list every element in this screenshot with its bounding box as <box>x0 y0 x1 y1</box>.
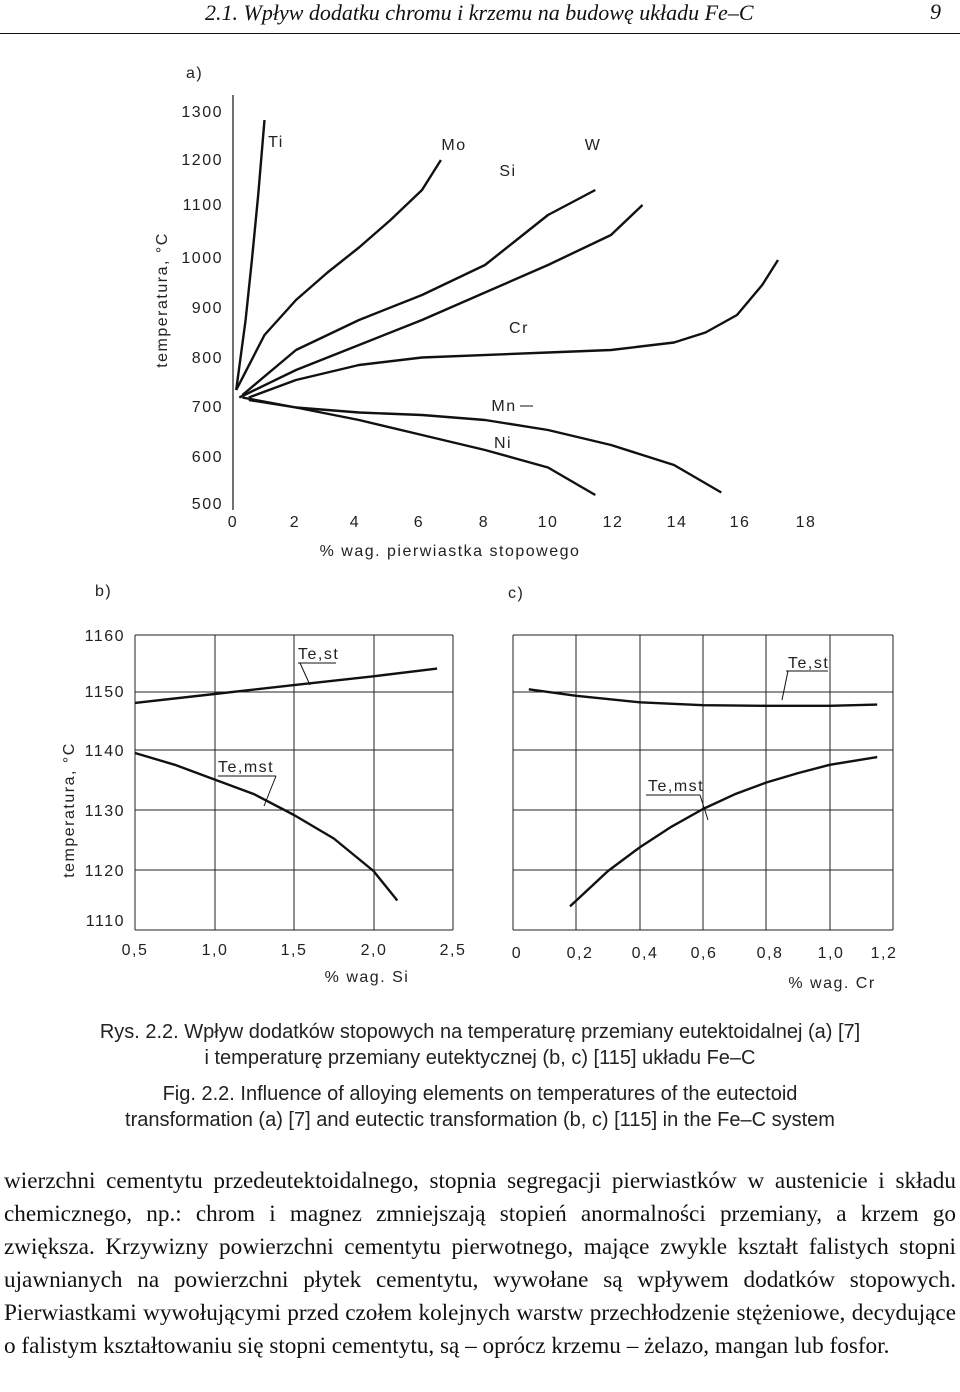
y-tick-label: 1110 <box>85 913 125 930</box>
panel-a-label: a) <box>186 65 204 82</box>
y-tick-label: 800 <box>191 350 223 367</box>
series-line-ni <box>249 400 722 493</box>
y-tick-label: 600 <box>191 449 223 466</box>
panel-a-chart <box>154 65 816 560</box>
caption-pl-line-1: Rys. 2.2. Wpływ dodatków stopowych na temperaturę przemiany eutektoidalnej (a) [7] <box>99 1021 861 1043</box>
panel-c-label-te-st: Te,st <box>788 655 830 672</box>
series-line-w <box>239 205 642 398</box>
figure-caption-polish <box>0 1019 960 1071</box>
x-tick-label: 1,0 <box>201 942 229 959</box>
series-label-w: W <box>584 137 602 154</box>
x-tick-label: 14 <box>666 514 688 531</box>
y-tick-label: 700 <box>191 399 223 416</box>
series-line-mn <box>242 398 595 496</box>
panel-b-xlabel: % wag. Si <box>324 969 410 986</box>
y-tick-label: 1100 <box>182 197 223 214</box>
series-label-ti: Ti <box>268 134 284 151</box>
caption-pl-line-2: i temperaturę przemiany eutektycznej (b, c) [115] układu Fe–C <box>204 1047 756 1069</box>
panel-b-label-te-mst: Te,mst <box>218 759 275 776</box>
y-tick-label: 1150 <box>84 684 125 701</box>
x-tick-label: 0 <box>511 945 523 962</box>
caption-en-line-1: Fig. 2.2. Influence of alloying elements on temperatures of the eutectoid <box>162 1083 798 1105</box>
x-tick-label: 12 <box>602 514 624 531</box>
y-tick-label: 1160 <box>84 628 125 645</box>
panel-b-label-te-st: Te,st <box>298 646 340 663</box>
panel-c-chart <box>508 585 897 992</box>
panel-b-ylabel: temperatura, °C <box>61 742 78 878</box>
y-tick-label: 1300 <box>181 104 223 121</box>
series-label-mo: Mo <box>441 137 467 154</box>
y-tick-label: 1120 <box>84 863 125 880</box>
x-tick-label: 0 <box>227 514 239 531</box>
x-tick-label: 6 <box>413 514 425 531</box>
x-tick-label: 18 <box>795 514 817 531</box>
x-tick-label: 0,6 <box>690 945 718 962</box>
panel-b-label: b) <box>95 583 113 600</box>
x-tick-label: 0,2 <box>566 945 594 962</box>
panel-c-label: c) <box>508 585 525 602</box>
x-tick-label: 8 <box>478 514 490 531</box>
series-line-ti <box>236 120 264 390</box>
x-tick-label: 4 <box>349 514 361 531</box>
series-label-mn: Mn <box>491 398 517 415</box>
y-tick-label: 1200 <box>181 152 223 169</box>
panel-a-xlabel: % wag. pierwiastka stopowego <box>319 543 581 560</box>
series-line-mo <box>236 160 441 390</box>
panel-c-label-te-mst: Te,mst <box>648 778 705 795</box>
panel-c-xlabel: % wag. Cr <box>788 975 876 992</box>
caption-en-line-2: transformation (a) [7] and eutectic transformation (b, c) [115] in the Fe–C system <box>125 1109 835 1131</box>
series-label-cr: Cr <box>509 320 529 337</box>
x-tick-label: 1,5 <box>280 942 308 959</box>
series-label-ni: Ni <box>493 435 513 452</box>
series-line-te-mst <box>570 757 877 906</box>
page-number: 9 <box>930 0 941 24</box>
y-tick-label: 1130 <box>84 803 125 820</box>
x-tick-label: 1,0 <box>817 945 845 962</box>
x-tick-label: 0,5 <box>121 942 149 959</box>
x-tick-label: 1,2 <box>870 945 898 962</box>
running-header-title: 2.1. Wpływ dodatku chromu i krzemu na budowę układu Fe–C <box>205 0 754 25</box>
figure-caption-english <box>0 1081 960 1133</box>
series-line-si <box>242 190 595 395</box>
x-tick-label: 0,8 <box>756 945 784 962</box>
panel-b-chart <box>61 583 466 986</box>
y-tick-label: 1140 <box>84 743 125 760</box>
y-tick-label: 500 <box>191 496 223 513</box>
series-line-te-st <box>135 669 437 703</box>
x-tick-label: 2,5 <box>439 942 467 959</box>
x-tick-label: 2,0 <box>360 942 388 959</box>
series-label-si: Si <box>499 163 517 180</box>
x-tick-label: 10 <box>537 514 559 531</box>
y-tick-label: 1000 <box>181 250 223 267</box>
body-paragraph: wierzchni cementytu przedeutektoidalnego, stopnia segregacji pierwiastków w austenicie i składu chemicznego, np.: chrom i magnez zmniejszają stopień anormalności przemiany, a krzem go zwiększa. Krzywizny powierzchni cementytu pierwotnego, mające zwykle kształt falistych stopni ujawnianych na powierzchni płytek cementytu, wywołane są wpływem dodatków stopowych. Pierwiastkami wywołującymi przed czołem kolejnych warstw przechłodzenie stężeniowe, decydujące o falistym kształtowaniu się stopni cementytu, są – oprócz krzemu – żelazo, mangan lub fosfor. <box>4 1168 956 1359</box>
y-tick-label: 900 <box>191 300 223 317</box>
panel-a-ylabel: temperatura, °C <box>154 232 171 368</box>
x-tick-label: 0,4 <box>631 945 659 962</box>
x-tick-label: 16 <box>729 514 751 531</box>
x-tick-label: 2 <box>289 514 301 531</box>
